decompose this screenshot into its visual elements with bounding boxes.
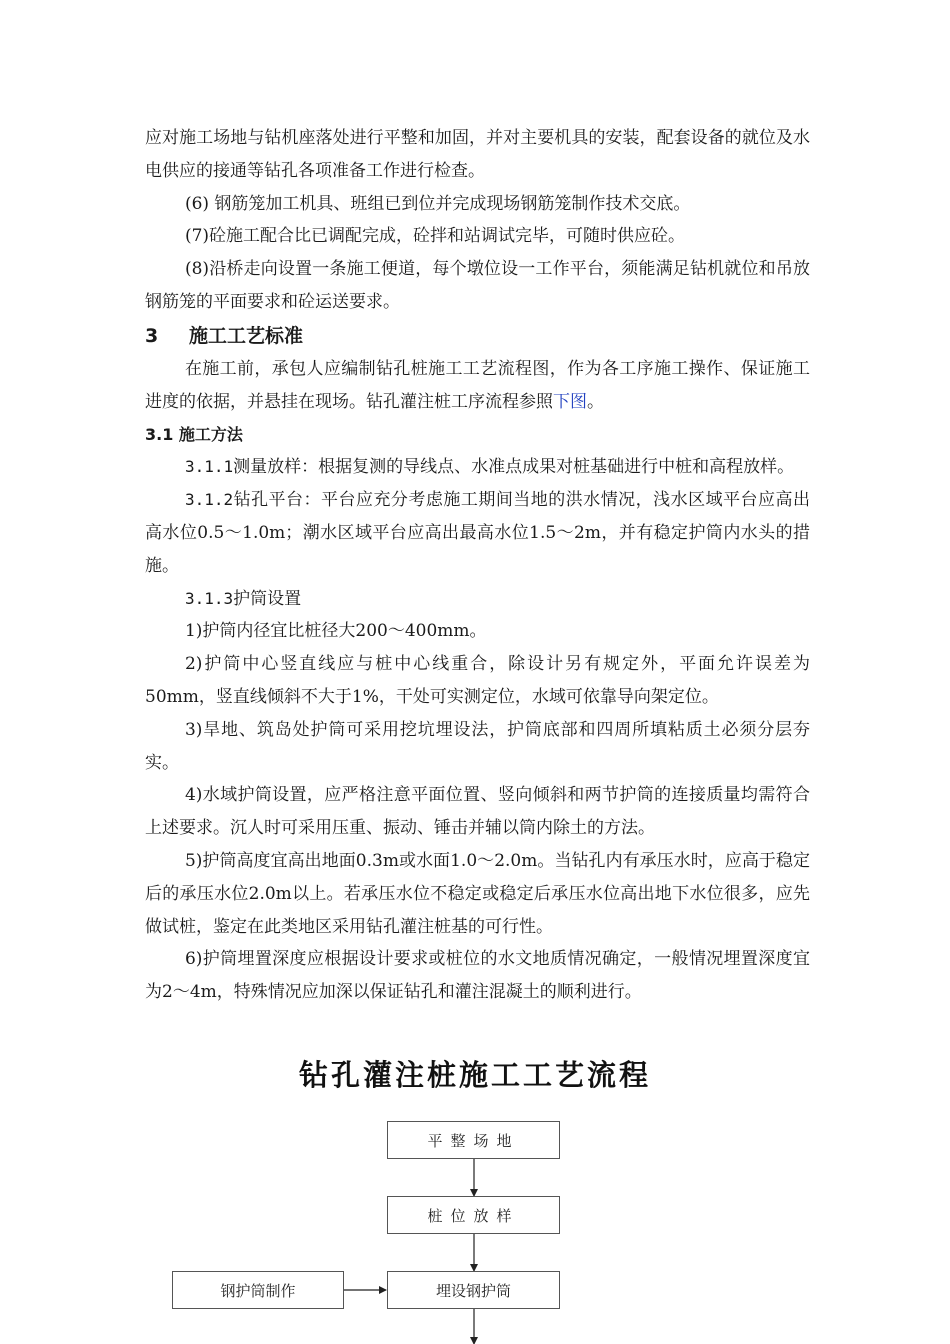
section-3-1-3-number: 3.1.3	[184, 588, 234, 608]
section-3-title: 施工工艺标准	[189, 324, 304, 347]
section-3-intro-end: 。	[587, 391, 604, 412]
paragraph-item-8: (8)沿桥走向设置一条施工便道，每个墩位设一工作平台，须能满足钻机就位和吊放钢筋笼的平面要求和砼运送要求。	[145, 259, 810, 312]
section-3-1-3-text: 护筒设置	[233, 588, 302, 609]
section-3-1-2-text: 钻孔平台：平台应充分考虑施工期间当地的洪水情况，浅水区域平台应高出高水位0.5～1.0m；潮水区域平台应高出最高水位1.5～2m，并有稳定护筒内水头的措施。	[145, 490, 810, 576]
figure-link[interactable]: 下图	[553, 391, 587, 412]
casing-item-3: 3)旱地、筑岛处护筒可采用挖坑埋设法，护筒底部和四周所填粘质土必须分层夯实。	[145, 719, 810, 773]
section-3-number: 3	[145, 324, 159, 347]
paragraph-item-7: (7)砼施工配合比已调配完成，砼拌和站调试完毕，可随时供应砼。	[184, 226, 686, 247]
casing-item-2: 2)护筒中心竖直线应与桩中心线重合，除设计另有规定外，平面允许误差为50mm，竖直线倾斜不大于1%，干处可实测定位，水域可依靠导向架定位。	[145, 654, 810, 707]
casing-item-6: 6)护筒埋置深度应根据设计要求或桩位的水文地质情况确定，一般情况埋置深度宜为2～4m，特殊情况应加深以保证钻孔和灌注混凝土的顺利进行。	[145, 949, 810, 1003]
paragraph-item-6: (6) 钢筋笼加工机具、班组已到位并完成现场钢筋笼制作技术交底。	[184, 193, 691, 214]
flow-step-embed-casing: 埋设钢护筒	[387, 1271, 560, 1309]
section-3-1-heading: 3.1 施工方法	[145, 425, 243, 445]
flow-side-casing-fabrication: 钢护筒制作	[172, 1271, 344, 1309]
casing-item-5: 5)护筒高度宜高出地面0.3m或水面1.0～2.0m。当钻孔内有承压水时，应高于稳定后的承压水位2.0m以上。若承压水位不稳定或稳定后承压水位高出地下水位很多，应先做试桩，鉴定在此类地区采用钻孔灌注桩基的可行性。	[145, 850, 810, 937]
paragraph-site-preparation: 应对施工场地与钻机座落处进行平整和加固，并对主要机具的安装，配套设备的就位及水电供应的接通等钻孔各项准备工作进行检查。	[145, 128, 810, 181]
casing-item-1: 1)护筒内径宜比桩径大200～400mm。	[184, 621, 487, 642]
section-3-1-2-number: 3.1.2	[184, 490, 234, 510]
casing-item-4: 4)水域护筒设置，应严格注意平面位置、竖向倾斜和两节护筒的连接质量均需符合上述要求。沉人时可采用压重、振动、锤击并辅以筒内除土的方法。	[145, 785, 810, 839]
section-3-1-1-text: 测量放样：根据复测的导线点、水准点成果对桩基础进行中桩和高程放样。	[233, 457, 795, 478]
flow-step-pile-layout: 桩位放样	[387, 1196, 560, 1234]
flow-step-site-leveling: 平整场地	[387, 1121, 560, 1159]
section-3-intro-text: 在施工前，承包人应编制钻孔桩施工工艺流程图，作为各工序施工操作、保证施工进度的依据，并悬挂在现场。钻孔灌注桩工序流程参照	[145, 358, 810, 412]
flowchart-title: 钻孔灌注桩施工工艺流程	[298, 1058, 651, 1092]
section-3-1-1-number: 3.1.1	[184, 457, 234, 477]
